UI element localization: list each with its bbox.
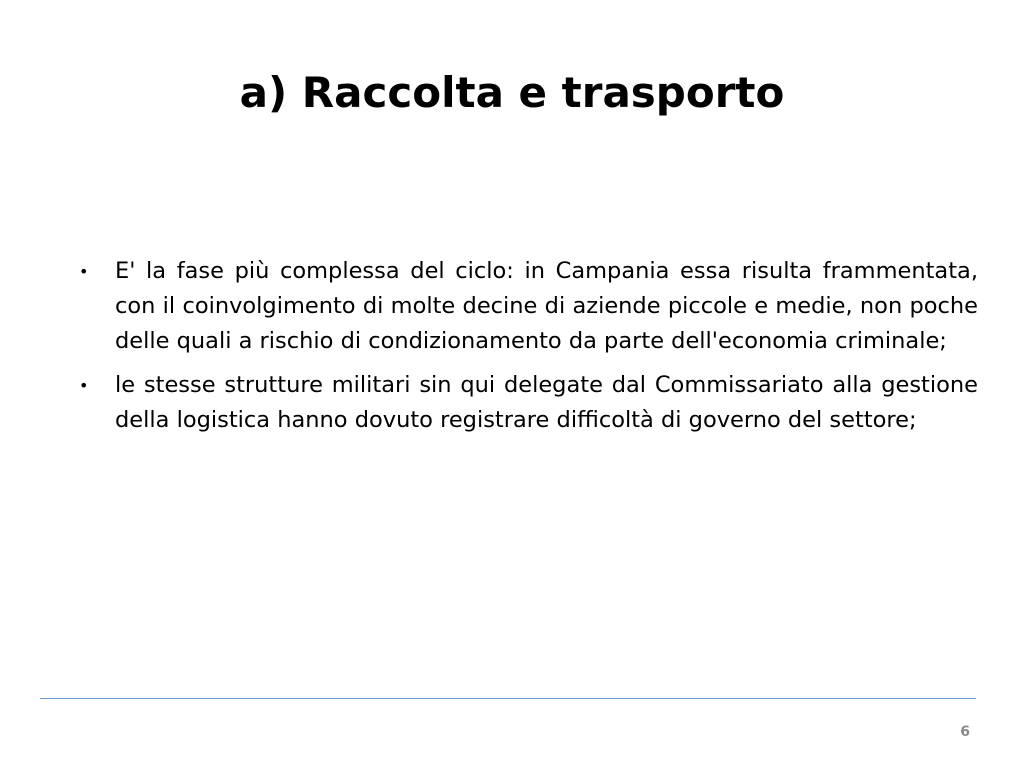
bullet-item bbox=[72, 368, 978, 438]
bullet-item bbox=[72, 254, 978, 359]
footer-divider bbox=[40, 698, 976, 699]
bullet-list bbox=[72, 254, 978, 447]
bullet-dot-icon: • bbox=[79, 376, 89, 395]
slide-title: a) Raccolta e trasporto bbox=[239, 68, 785, 117]
page-number: 6 bbox=[960, 724, 970, 740]
bullet-text: E' la fase più complessa del ciclo: in Campania essa risulta frammentata, con il coinvolgimento di molte decine di aziende piccole e medie, non poche delle quali a rischio di condizionamento da parte dell'economia criminale; bbox=[115, 258, 978, 354]
bullet-dot-icon: • bbox=[79, 262, 89, 281]
bullet-text: le stesse strutture militari sin qui delegate dal Commissariato alla gestione della logistica hanno dovuto registrare difficoltà di governo del settore; bbox=[115, 372, 978, 433]
